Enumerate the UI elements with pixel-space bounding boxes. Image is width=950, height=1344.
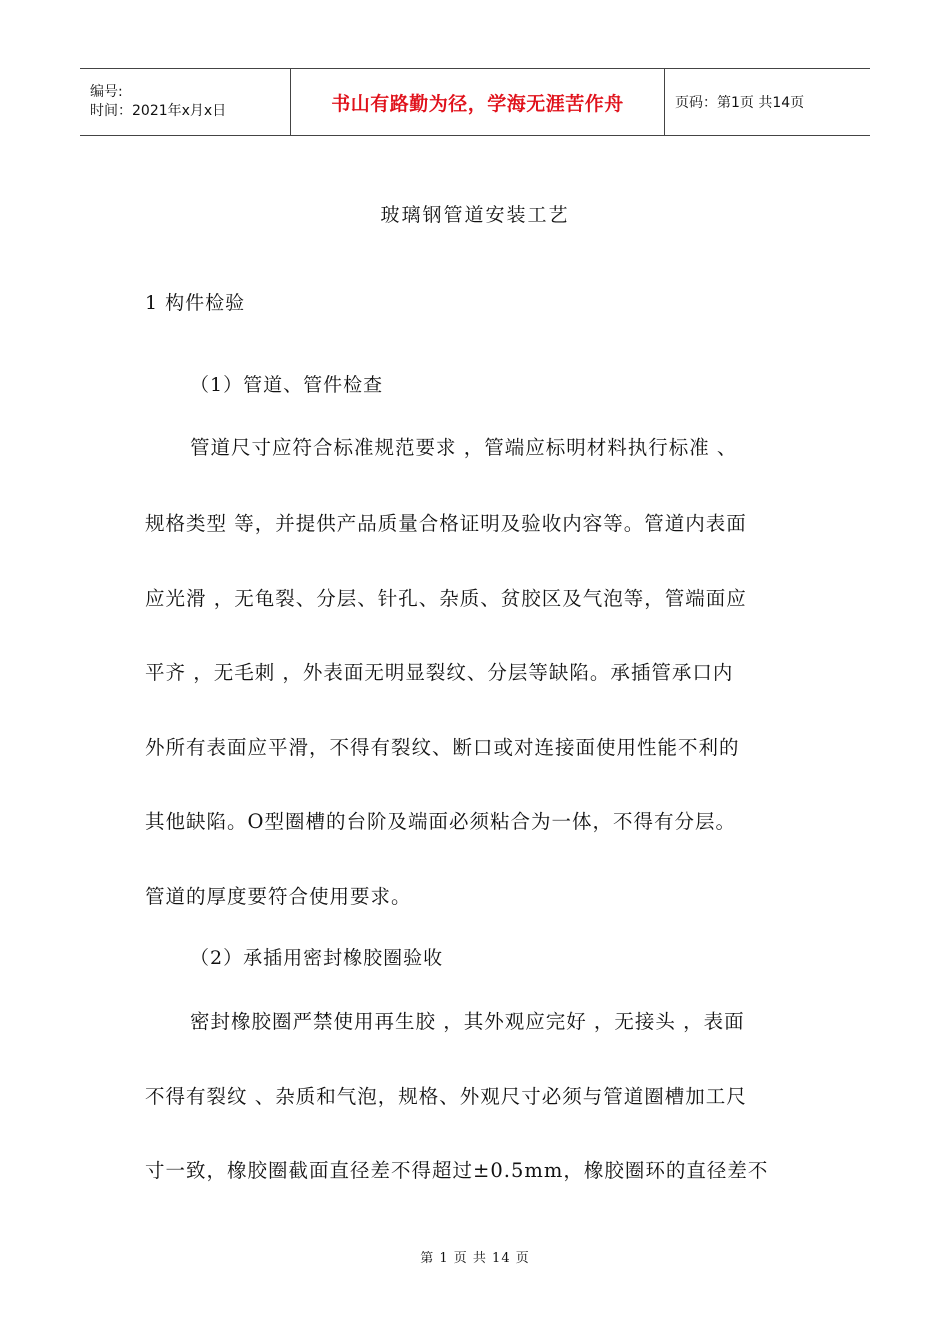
paragraph-line: 平齐 ，无毛刺 ，外表面无明显裂纹、分层等缺陷。承插管承口内 [145, 661, 734, 684]
subsection-heading: （2）承插用密封橡胶圈验收 [190, 947, 444, 969]
paragraph-line: 寸一致，橡胶圈截面直径差不得超过±0.5mm，橡胶圈环的直径差不 [145, 1159, 769, 1182]
paragraph-line: 外所有表面应平滑，不得有裂纹、断口或对连接面使用性能不利的 [145, 736, 740, 759]
paragraph-line: 密封橡胶圈严禁使用再生胶 ，其外观应完好 ，无接头 ，表面 [190, 1010, 745, 1033]
paragraph-line: 其他缺陷。O型圈槽的台阶及端面必须粘合为一体，不得有分层。 [145, 810, 736, 833]
section-heading: 1 构件检验 [145, 292, 246, 314]
paragraph-line: 应光滑 ，无龟裂、分层、针孔、杂质、贫胶区及气泡等，管端面应 [145, 587, 747, 610]
document-number-label: 编号: [90, 84, 123, 100]
paragraph-line: 规格类型 等，并提供产品质量合格证明及验收内容等。管道内表面 [145, 512, 747, 535]
header-meta [80, 69, 291, 136]
header-motto: 书山有路勤为径，学海无涯苦作舟 [291, 69, 665, 136]
subsection-heading: （1）管道、管件检查 [190, 374, 384, 396]
paragraph-line: 不得有裂纹 、杂质和气泡，规格、外观尺寸必须与管道圈槽加工尺 [145, 1085, 747, 1108]
header-page-info: 页码：第1页 共14页 [665, 69, 871, 136]
document-date: 时间：2021年x月x日 [90, 103, 227, 119]
document-title: 玻璃钢管道安装工艺 [380, 204, 570, 226]
paragraph-line: 管道的厚度要符合使用要求。 [145, 885, 412, 908]
page-footer: 第 1 页 共 14 页 [420, 1251, 530, 1266]
document-header [80, 68, 870, 136]
paragraph-line: 管道尺寸应符合标准规范要求 ，管端应标明材料执行标准 、 [190, 436, 738, 459]
